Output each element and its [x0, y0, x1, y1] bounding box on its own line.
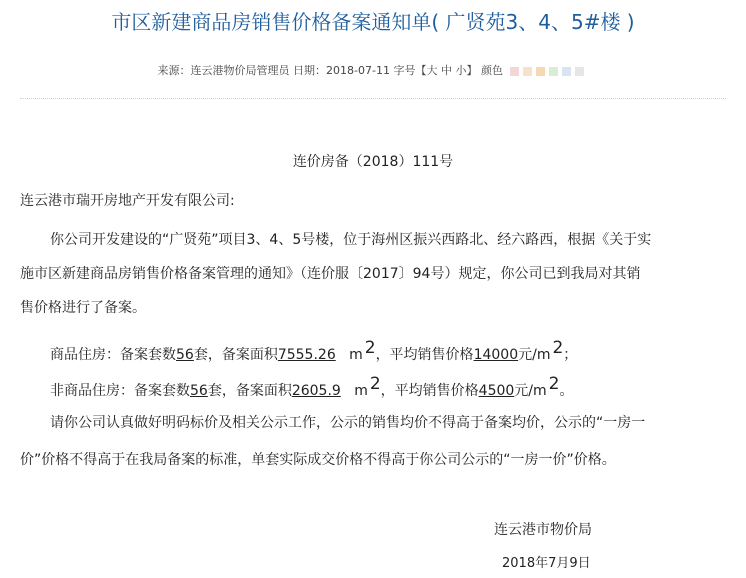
color-swatch[interactable] [510, 67, 519, 76]
document-number: 连价房备（2018）111号 [292, 154, 454, 170]
residential-mid2: ，平均销售价格 [375, 347, 474, 363]
source-date-label: 来源：连云港物价局管理员 日期：2018-07-11 字号 [157, 64, 416, 77]
non-residential-prefix: 非商品住房：备案套数 [50, 383, 190, 399]
body-line-2: 施市区新建商品房销售价格备案管理的通知》（连价服〔2017〕94号）规定，你公司已到我局对其销 [20, 266, 641, 282]
color-swatch[interactable] [562, 67, 571, 76]
color-swatch[interactable] [549, 67, 558, 76]
residential-area: 7555.26 [277, 347, 336, 363]
non-residential-price-unit: 元/m [514, 383, 547, 399]
residential-units: 56 [176, 347, 194, 363]
addressee: 连云港市瑞开房地产开发有限公司: [20, 193, 235, 209]
page-title: 市区新建商品房销售价格备案通知单( 广贤苑3、4、5#楼 ) [111, 10, 635, 34]
residential-end: ； [563, 347, 578, 363]
color-swatch[interactable] [523, 67, 532, 76]
residential-price: 14000 [473, 347, 519, 363]
non-residential-line [50, 374, 726, 401]
body-line-1: 你公司开发建设的“广贤苑”项目3、4、5号楼，位于海州区振兴西路北、经六路西，根据《关于实 [50, 232, 652, 248]
non-residential-mid1: 套，备案面积 [207, 383, 292, 399]
header-divider [20, 98, 726, 99]
color-swatch[interactable] [536, 67, 545, 76]
issuer-signature: 连云港市物价局 [494, 522, 592, 538]
non-residential-mid2: ，平均销售价格 [380, 383, 479, 399]
non-residential-price-sup: 2 [548, 374, 560, 394]
font-size-medium-link[interactable]: 中 [440, 64, 452, 77]
residential-prefix: 商品住房：备案套数 [50, 347, 176, 363]
residential-area-unit: m [349, 347, 363, 363]
non-residential-area-unit: m [354, 383, 368, 399]
residential-price-sup: 2 [552, 338, 564, 358]
issue-date: 2018年7月9日 [502, 556, 591, 571]
non-residential-area-sup: 2 [369, 374, 381, 394]
closing-line-2: 价”价格不得高于在我局备案的标准，单套实际成交价格不得高于你公司公示的“一房一价”价格。 [20, 452, 616, 468]
non-residential-price: 4500 [478, 383, 515, 399]
color-label: 颜色 [480, 64, 503, 77]
non-residential-end: 。 [559, 383, 574, 399]
residential-price-unit: 元/m [518, 347, 551, 363]
font-size-large-link[interactable]: 大 [426, 64, 438, 77]
color-swatches [510, 62, 588, 80]
font-size-bracket-open: 【 [415, 64, 427, 77]
closing-line-1: 请你公司认真做好明码标价及相关公示工作，公示的销售均价不得高于备案均价，公示的“一房一 [50, 415, 646, 431]
non-residential-area: 2605.9 [291, 383, 341, 399]
non-residential-units: 56 [190, 383, 208, 399]
article-meta [0, 62, 746, 80]
font-size-bracket-close: 】 [466, 64, 478, 77]
residential-area-sup: 2 [364, 338, 376, 358]
font-size-small-link[interactable]: 小 [455, 64, 467, 77]
body-line-3: 售价格进行了备案。 [20, 300, 146, 316]
color-swatch[interactable] [575, 67, 584, 76]
residential-mid1: 套，备案面积 [193, 347, 278, 363]
residential-line [50, 338, 726, 365]
